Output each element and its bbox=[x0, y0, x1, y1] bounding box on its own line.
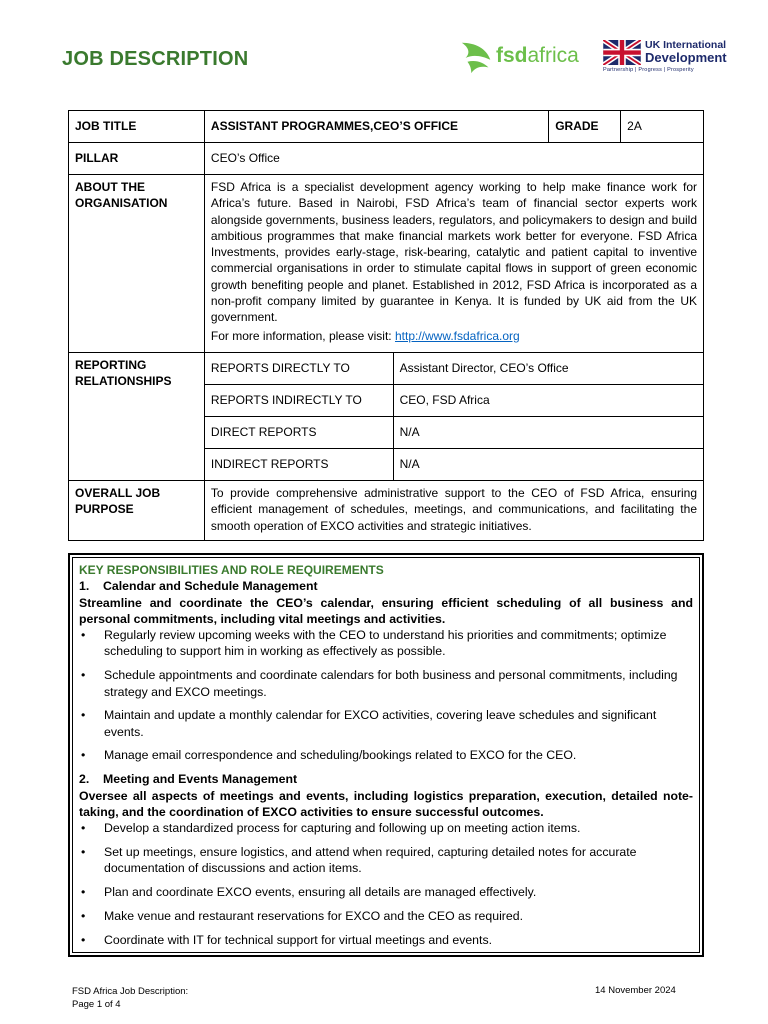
grade-value: 2A bbox=[621, 111, 704, 143]
job-details-table bbox=[68, 110, 704, 541]
job-title-value: ASSISTANT PROGRAMMES,CEO’S OFFICE bbox=[204, 111, 548, 143]
union-flag-icon bbox=[603, 40, 641, 65]
pillar-value: CEO’s Office bbox=[204, 143, 703, 175]
reporting-value-cell: N/A bbox=[393, 417, 703, 449]
uk-international-development-logo bbox=[603, 40, 733, 76]
uk-logo-line2: Development bbox=[645, 50, 727, 65]
footer-left bbox=[72, 985, 188, 1011]
list-item: • Schedule appointments and coordinate calendars for both business and personal commitments, including strategy and EXCO meetings. bbox=[79, 667, 693, 700]
responsibilities-heading: KEY RESPONSIBILITIES AND ROLE REQUIREMENTS bbox=[79, 563, 384, 577]
responsibilities-box bbox=[68, 553, 704, 957]
list-item: • Regularly review upcoming weeks with the CEO to understand his priorities and commitments; optimize scheduling to support him in working as effectively as possible. bbox=[79, 627, 693, 660]
section-title bbox=[79, 578, 693, 594]
more-info-text: For more information, please visit: bbox=[210, 328, 395, 343]
reporting-label-cell: REPORTS DIRECTLY TO bbox=[204, 353, 393, 385]
list-item: • Set up meetings, ensure logistics, and attend when required, capturing detailed notes for accurate documentation of discussions and action items. bbox=[79, 844, 693, 877]
list-item: • Plan and coordinate EXCO events, ensuring all details are managed effectively. bbox=[79, 884, 693, 900]
reporting-value-cell: CEO, FSD Africa bbox=[393, 385, 703, 417]
about-text: FSD Africa is a specialist development agency working to help make finance work for Africa’s future. Based in Nairobi, FSD Africa’s team of financial sector experts work alongside governments, business leaders, regulators, and policymakers to design and build ambitious programmes that make financial markets work better for everyone. FSD Africa Investments, provides early-stage, risk-bearing, catalytic and patient capital to inventive commercial organisations in order to stimulate capital flows in support of green economic growth benefiting people and planet. Established in 2012, FSD Africa is incorporated as a non-profit company limited by guarantee in Kenya. It is funded by UK aid from the UK government. bbox=[210, 180, 697, 325]
reporting-label-cell: REPORTS INDIRECTLY TO bbox=[204, 385, 393, 417]
fsd-logo-text: fsdafrica bbox=[496, 44, 579, 67]
section-intro: Oversee all aspects of meetings and events, including logistics preparation, execution, detailed note-taking, and the coordination of EXCO activities to ensure successful outcomes. bbox=[79, 788, 693, 819]
list-item: • Coordinate with IT for technical support for virtual meetings and events. bbox=[79, 932, 693, 948]
section-intro: Streamline and coordinate the CEO’s calendar, ensuring efficient scheduling of all business and personal commitments, including vital meetings and activities. bbox=[79, 595, 693, 626]
fsdafrica-link[interactable]: http://www.fsdafrica.org bbox=[394, 328, 520, 343]
page-title: JOB DESCRIPTION bbox=[62, 48, 249, 70]
bullet-list bbox=[79, 820, 693, 948]
list-item: • Develop a standardized process for capturing and following up on meeting action items. bbox=[79, 820, 693, 836]
grade-label: GRADE bbox=[549, 111, 621, 143]
reporting-label: REPORTING RELATIONSHIPS bbox=[69, 353, 205, 481]
purpose-text: To provide comprehensive administrative support to the CEO of FSD Africa, ensuring efficient management of schedules, meetings, and communications, and facilitating the smooth operation of EXCO activities and strategic initiatives. bbox=[204, 481, 703, 541]
reporting-value-cell: Assistant Director, CEO’s Office bbox=[393, 353, 703, 385]
list-item: • Make venue and restaurant reservations for EXCO and the CEO as required. bbox=[79, 908, 693, 924]
list-item: • Maintain and update a monthly calendar for EXCO activities, covering leave schedules and significant events. bbox=[79, 707, 693, 740]
pillar-label: PILLAR bbox=[69, 143, 205, 175]
uk-logo-tagline: Partnership | Progress | Prosperity bbox=[603, 67, 694, 73]
section-number: 1. bbox=[79, 579, 90, 594]
reporting-value-cell: N/A bbox=[393, 449, 703, 481]
fsd-africa-logo bbox=[458, 36, 588, 76]
purpose-label: OVERALL JOB PURPOSE bbox=[69, 481, 205, 541]
uk-logo-line1: UK International bbox=[645, 39, 727, 51]
reporting-label-cell: INDIRECT REPORTS bbox=[204, 449, 393, 481]
reporting-label-cell: DIRECT REPORTS bbox=[204, 417, 393, 449]
section-title bbox=[79, 771, 693, 787]
more-info bbox=[211, 328, 697, 344]
section-number: 2. bbox=[79, 772, 90, 787]
footer-page-number: Page 1 of 4 bbox=[72, 999, 121, 1010]
footer-date: 14 November 2024 bbox=[595, 985, 676, 996]
list-item: • Manage email correspondence and scheduling/bookings related to EXCO for the CEO. bbox=[79, 747, 693, 763]
job-title-label: JOB TITLE bbox=[69, 111, 205, 143]
about-label: ABOUT THE ORGANISATION bbox=[69, 175, 205, 353]
bullet-list bbox=[79, 627, 693, 764]
section-title-text: Calendar and Schedule Management bbox=[103, 579, 318, 594]
footer-doc-name: FSD Africa Job Description: bbox=[72, 986, 189, 997]
section-title-text: Meeting and Events Management bbox=[103, 772, 298, 787]
fsd-leaf-icon bbox=[458, 37, 496, 75]
